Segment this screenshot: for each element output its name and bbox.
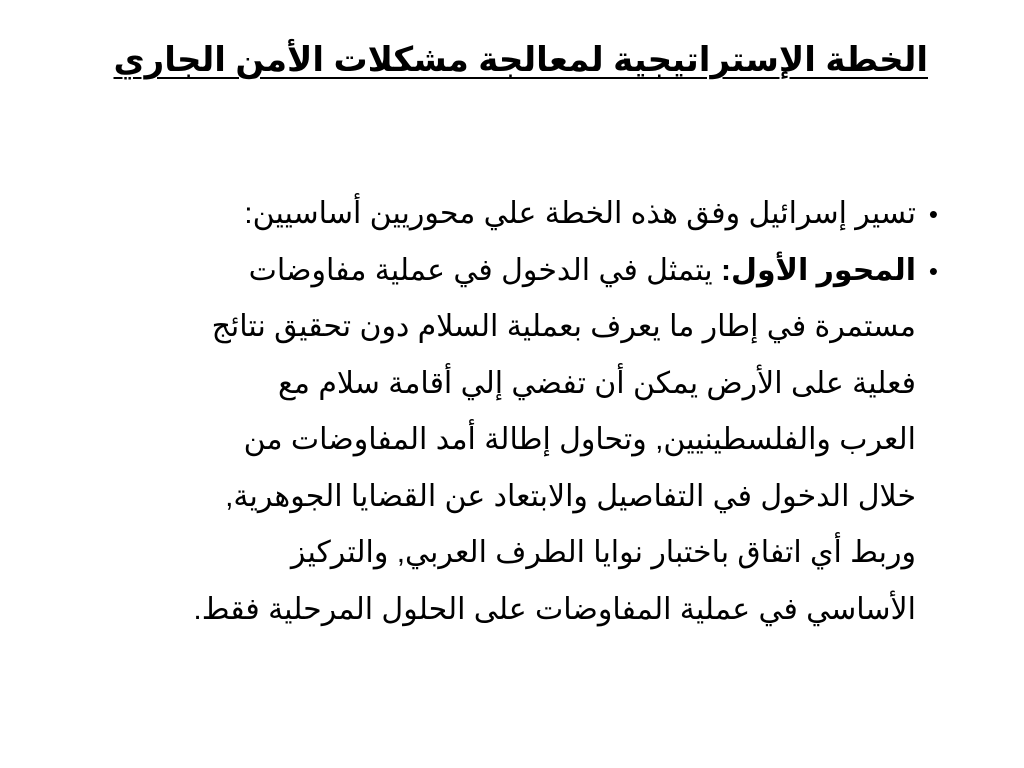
bullet-line bbox=[78, 243, 916, 300]
slide-title: الخطة الإستراتيجية لمعالجة مشكلات الأمن الجاري bbox=[113, 41, 928, 79]
bullet-line: الأساسي في عملية المفاوضات على الحلول المرحلية فقط. bbox=[193, 592, 916, 626]
bullet-line: العرب والفلسطينيين, وتحاول إطالة أمد المفاوضات من bbox=[243, 423, 916, 456]
bullet-item-intro bbox=[78, 186, 938, 243]
bullet-marker-icon: • bbox=[928, 255, 938, 286]
bullet-text bbox=[78, 243, 916, 639]
bullet-line: خلال الدخول في التفاصيل والابتعاد عن القضايا الجوهرية, bbox=[225, 479, 916, 513]
axis-label: المحور الأول: bbox=[721, 253, 916, 287]
bullet-item-first-axis bbox=[78, 243, 938, 639]
bullet-marker-icon: • bbox=[928, 199, 938, 229]
axis-first-line-text: يتمثل في الدخول في عملية مفاوضات bbox=[248, 253, 721, 287]
bullet-text bbox=[78, 186, 916, 243]
bullet-list bbox=[78, 186, 938, 638]
bullet-line: فعلية على الأرض يمكن أن تفضي إلي أقامة سلام مع bbox=[277, 366, 916, 400]
bullet-line: وربط أي اتفاق باختبار نوايا الطرف العربي, والتركيز bbox=[290, 536, 916, 569]
bullet-line: مستمرة في إطار ما يعرف بعملية السلام دون تحقيق نتائج bbox=[211, 310, 916, 343]
bullet-line: تسير إسرائيل وفق هذه الخطة علي محوريين أساسيين: bbox=[244, 197, 916, 230]
